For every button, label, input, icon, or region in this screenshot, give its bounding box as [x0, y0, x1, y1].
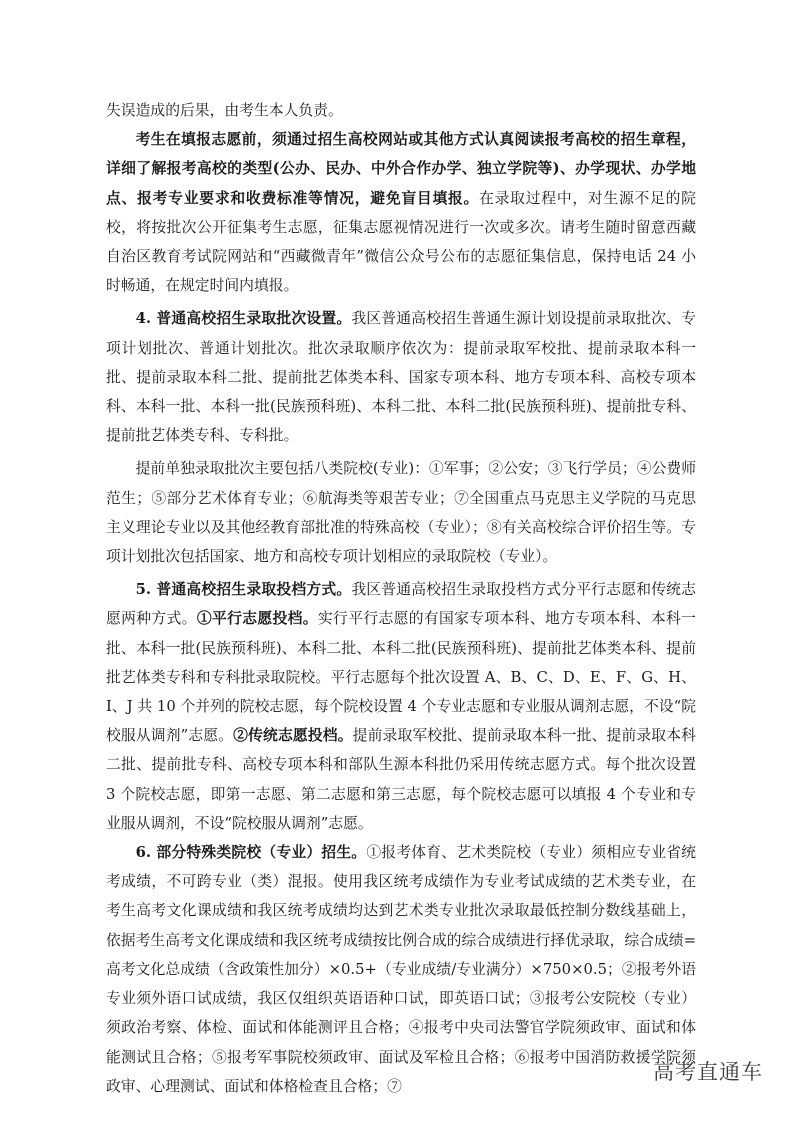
paragraph-continuation: 失误造成的后果，由考生本人负责。 [106, 102, 343, 119]
paragraph-early-admission: 提前单独录取批次主要包括八类院校(专业)：①军事；②公安；③飞行学员；④公费师范生；⑤部分艺术体育专业；⑥航海类等艰苦专业；⑦全国重点马克思主义学院的马克思主义理论专业以及其他经教育部批准的特殊高校（专业）；⑧有关高校综合评价招生等。专项计划批次包括国家、地方和高校专项计划相应的录取院校（专业）。 [106, 460, 696, 566]
watermark: 高考直通车 [653, 1060, 763, 1084]
section-4-text: 我区普通高校招生普通生源计划设提前录取批次、专项计划批次、普通计划批次。批次录取顺序依次为：提前录取军校批、提前录取本科一批、提前录取本科二批、提前批艺体类本科、国家专项本科、地方专项本科、高校专项本科、本科一批、本科一批(民族预科班)、本科二批、本科二批(民族预科班)、提前批专科、提前批艺体类专科、专科批。 [106, 310, 696, 445]
traditional-volunteer-heading: ②传统志愿投档。 [233, 727, 353, 745]
paragraph-section-4 [106, 304, 696, 450]
section-5-text-2: 实行平行志愿的有国家专项本科、地方专项本科、本科一批、本科一批(民族预科班)、本科二批、本科二批(民族预科班)、提前批艺体类本科、提前批艺体类专科和专科批录取院校。平行志愿每个批次设置 A、B、C、D、E、F、G、H、I、J 共 10 个并列的院校志愿，每个院校设置 4 个专业志愿和专业服从调剂志愿，不设“院校服从调剂”志愿。 [106, 610, 696, 745]
section-6-text: ①报考体育、艺术类院校（专业）须相应专业省统考成绩，不可跨专业（类）混报。使用我区统考成绩作为专业考试成绩的艺术类专业，在考生高考文化课成绩和我区统考成绩均达到艺术类专业批次录取最低控制分数线基础上，依据考生高考文化课成绩和我区统考成绩按比例合成的综合成绩进行择优录取，综合成绩=高考文化总成绩（含政策性加分）×0.5+（专业成绩/专业满分）×750×0.5；②报考外语专业须外语口试成绩，我区仅组织英语语种口试，即英语口试；③报考公安院校（专业）须政治考察、体检、面试和体能测评且合格；④报考中央司法警官学院须政审、面试和体能测试且合格；⑤报考军事院校须政审、面试及军检且合格；⑥报考中国消防救援学院须政审、心理测试、面试和体格检查且合格；⑦ [106, 844, 696, 1095]
parallel-volunteer-heading: ①平行志愿投档。 [196, 610, 318, 628]
section-5-text-3: 提前录取军校批、提前录取本科一批、提前录取本科二批、提前批专科、高校专项本科和部队生源本科批仍采用传统志愿方式。每个批次设置 3 个院校志愿，即第一志愿、第二志愿和第三志愿，每个院校志愿可以填报 4 个专业和专业服从调剂，不设“院校服从调剂”志愿。 [106, 727, 696, 832]
paragraph-notice [106, 125, 696, 300]
paragraph-section-5 [106, 575, 696, 838]
notice-text: 在录取过程中，对生源不足的院校，将按批次公开征集考生志愿，征集志愿视情况进行一次或多次。请考生随时留意西藏自治区教育考试院网站和“西藏微青年”微信公众号公布的志愿征集信息，保持电话 24 小时畅通，在规定时间内填报。 [106, 189, 696, 295]
section-4-heading: 4. 普通高校招生录取批次设置。 [135, 310, 352, 328]
section-6-heading: 6. 部分特殊类院校（专业）招生。 [135, 844, 367, 862]
section-5-heading: 5. 普通高校招生录取投档方式。 [135, 581, 352, 599]
notice-bold-text: 考生在填报志愿前，须通过招生高校网站或其他方式认真阅读报考高校的招生章程，详细了解报考高校的类型(公办、民办、中外合作办学、独立学院等)、办学现状、办学地点、报考专业要求和收费标准等情况，避免盲目填报。 [106, 131, 696, 207]
document-page [106, 96, 696, 1101]
section-5-text-1: 我区普通高校招生录取投档方式分平行志愿和传统志愿两种方式。 [106, 581, 696, 628]
paragraph-section-6 [106, 838, 696, 1101]
